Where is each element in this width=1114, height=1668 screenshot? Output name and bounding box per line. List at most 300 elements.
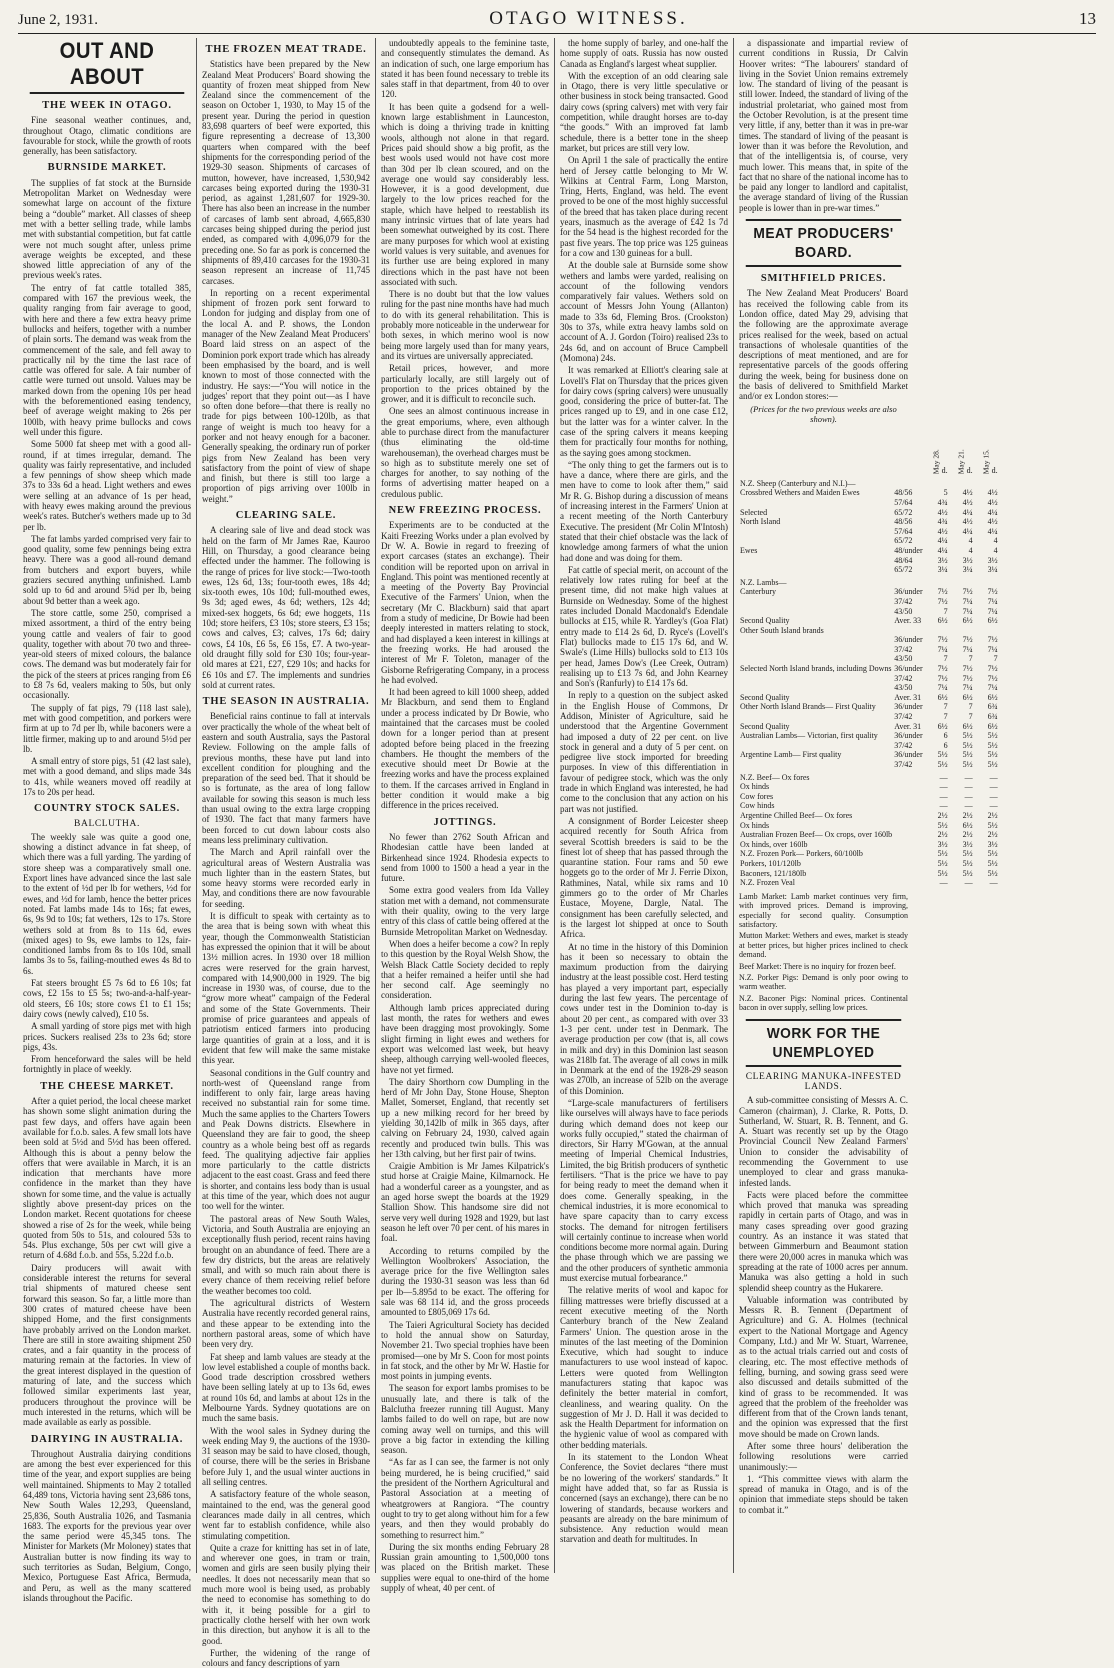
table-row	[739, 830, 999, 840]
row-label	[739, 536, 893, 546]
table-row	[739, 664, 999, 674]
section-banner-out-and-about: OUT AND ABOUT	[30, 38, 185, 94]
price-cell: 6½	[937, 721, 948, 731]
row-label	[739, 712, 893, 722]
paragraph: After a quiet period, the local cheese market has shown some slight animation during the past few days, and offers have again been available for f.o.b. sales. A few small lots have been sold at 5½d and 5½d has been offered. Although this is about a penny below the offers that were available in March, it is an indication that merchants have more confidence in the market than they have shown for some time, and the value is actually slightly above present-day prices on the London market. Recent quotations for cheese showed a rise of 2s for the week, while being quoted from 50s to 51s, and coloured 53s to 54s. Plus exchange, 50s per cwt will give a return of 4.68d f.o.b. and 55s, 5.22d f.o.b.	[23, 1096, 191, 1261]
row-grade: 37/42	[894, 760, 913, 770]
row-label: N.Z. Frozen Veal	[740, 878, 795, 888]
price-cell: 6	[943, 731, 948, 741]
price-cell	[974, 626, 999, 636]
column-header: May 21.	[956, 448, 966, 474]
table-row	[739, 517, 999, 527]
row-label: Ox hinds, over 160lb	[740, 839, 808, 849]
table-row	[739, 597, 999, 607]
price-cell	[974, 476, 999, 489]
paragraph: Seasonal conditions in the Gulf country and north-west of Queensland range from indifferent to only fair, large areas having received no substantial rain for some time. Much the same applies to the Charters Towers and Peak Downs districts. Elsewhere in Queensland they are fair to good, the sheep country as a whole being best off as regards feed. The qualitying adjective fair applies more particularly to the cattle districts adjacent to the east coast. Grass and feed there is shorter, and contains less body than is usual at this time of the year, which does not augur too well for the winter.	[202, 1067, 370, 1212]
price-cell: 7½	[962, 635, 973, 645]
price-cell: 6	[943, 740, 948, 750]
price-cell: 5	[943, 488, 948, 498]
price-cell: 7¼	[987, 683, 998, 693]
paragraph: Quite a craze for knitting has set in of late, and wherever one goes, in tram or train, women and girls are seen busily plying their needles. It does not necessarily mean that so much more wool is being used, as probably the need to economise has something to do with it, it being possible for a girl to practically clothe herself with her own work in this direction, but anyhow it is all to the good.	[202, 1542, 370, 1646]
price-cell: 4	[968, 536, 973, 546]
row-grade	[893, 801, 923, 811]
table-row	[739, 616, 999, 626]
row-label	[739, 527, 893, 537]
price-cell: 4¼	[987, 526, 998, 536]
row-grade: 48/under	[894, 545, 923, 555]
article-heading: THE CHEESE MARKET.	[40, 1080, 174, 1092]
row-grade	[893, 869, 923, 879]
paragraph: Some 5000 fat sheep met with a good all-round, if at times irregular, demand. The quality was fairly representative, and included a few pennings of show sheep which made 37s to 33s 6d a head. Light wethers and ewes were selling at an advance of 1s per head, with heavy ewes making around the previous week's rates. Butcher's wethers made up to 3d per lb.	[23, 439, 191, 532]
row-grade	[893, 849, 923, 859]
row-grade: 65/72	[894, 536, 913, 546]
table-row	[739, 654, 999, 664]
paragraph: The store cattle, some 250, comprised a mixed assortment, a third of the entry being young cattle and vealers of fair to good quality, together with about 70 two and three-year-old steers of mixed colours, the balance cows. The demand was but moderately fair for the pick of the steers at prices ranging from £6 to £8 7s 6d, vealers making to 50s, but only occasionally.	[23, 607, 191, 701]
row-label	[739, 498, 893, 508]
price-rows	[739, 476, 999, 888]
row-label: Second Quality	[740, 721, 790, 731]
paragraph: Valuable information was contributed by Messrs R. B. Tennent (Department of Agriculture) and G. A. Holmes (technical expert to the National Mortgage and Agency Company, Ltd.) and Mr W. Stuart, Warrenee, as to the actual trials carried out and costs of clearing, etc. The most effective methods of felling, burning, and sowing grass seed were also discussed and details submitted of the kind of grass to be recommended. It was agreed that the problem of the freeholder was different from that of the Crown lands tenant, and the opinion was expressed that the first move should be made on Crown lands.	[739, 1294, 908, 1439]
row-grade	[893, 782, 923, 792]
row-label: Argentine Lamb— First quality	[740, 750, 842, 760]
smithfield-prices-table	[739, 428, 999, 888]
table-row	[739, 607, 999, 617]
row-grade: 57/64	[894, 526, 913, 536]
row-grade	[893, 878, 923, 888]
row-grade: 36/under	[894, 587, 923, 597]
price-cell: 5½	[937, 750, 948, 760]
price-cell: 2½	[987, 810, 998, 820]
paragraph: It had been agreed to kill 1000 sheep, added Mr Blackburn, and send them to England under a process indicated by Dr Bowie, who maintained that the carcases must be cooled down for a longer period than at present adopted before being placed in the freezing chambers. He thought the members of the executive should meet Dr Bowie at the freezing works and have the process explained to them. If the carcases arrived in England in better condition it would make a big difference in the prices received.	[381, 687, 549, 811]
price-cell: 2½	[962, 810, 973, 820]
paragraph: At no time in the history of this Dominion has it been so necessary to obtain the maximum production from the dairying industry at the least possible cost. Herd testing has played a very important part, especially during the last few years. The percentage of cows under test in the Dominion to-day is about 20 per cent., as compared with over 33 1-3 per cent. under test in Denmark. The average production per cow (that is, all cows in milk and dry) in this Dominion last season was 218lb fat. The average of all cows in milk in Denmark at the end of the 1928-29 season was 270lb, an increase of 52lb on the average of this Dominion.	[560, 941, 728, 1096]
row-label: North Island	[740, 517, 781, 527]
price-cell: —	[964, 878, 973, 888]
paragraph: With the exception of an odd clearing sale in Otago, there is very little speculative or other business in stock being transacted. Good dairy cows (spring calvers) met with very fair competition, while draught horses are to-day “the goods.” With an improved fat lamb schedule, there is a better tone in the sheep market, but prices are still very low.	[560, 70, 728, 153]
paragraph: undoubtedly appeals to the feminine taste, and consequently stimulates the demand. As an indication of such, one large emporium has stated it has been found necessary to treble its sales staff in that department, from 40 to over 120.	[381, 38, 549, 100]
price-cell: 2½	[962, 830, 973, 840]
row-grade	[893, 626, 923, 636]
price-cell: 5½	[987, 858, 998, 868]
price-cell: —	[989, 782, 998, 792]
row-grade	[893, 830, 923, 840]
price-cell: 3¼	[987, 565, 998, 575]
masthead	[18, 8, 1096, 34]
article-heading: DAIRYING IN AUSTRALIA.	[30, 1433, 184, 1445]
price-cell: —	[964, 782, 973, 792]
table-row	[739, 587, 999, 597]
paragraph: The dairy Shorthorn cow Dumpling in the herd of Mr John Day, Stone House, Shepton Mallet, Somerset, England, that recently set up a new milking record for her breed by yielding 30,142lb of milk in 365 days, after calving on February 24, 1930, calved again recently and produced twin bulls. This was her 13th calving, but her first pair of twins.	[381, 1076, 549, 1159]
column-5	[734, 38, 998, 1573]
table-row	[739, 821, 999, 831]
row-label	[739, 607, 893, 617]
market-note: Beef Market: There is no inquiry for frozen beef.	[739, 961, 896, 971]
table-row	[739, 476, 999, 489]
price-cell: 7¼	[962, 683, 973, 693]
price-cell: 6½	[987, 616, 998, 626]
price-cell: 5½	[987, 760, 998, 770]
paragraph: In reply to a question on the subject asked in the English House of Commons, Dr Addison, Minister of Agriculture, said he understood that the Argentine Government had imposed a duty of 22 per cent. on live stock in general and a duty of 5 per cent. on pedigree live stock imported for breeding purposes. In view of this differentiation in favour of pedigree stock, which was the only trade in which England was interested, he had come to the conclusion that any action on his part was not justified.	[560, 690, 728, 814]
price-cell: 2½	[937, 830, 948, 840]
paragraph: Retail prices, however, and more particularly locally, are still largely out of proportion to the prices obtained by the grower, and it is difficult to reconcile such.	[381, 363, 549, 405]
section-banner-meat-producers-board: MEAT PRODUCERS' BOARD.	[746, 219, 901, 267]
table-row	[739, 859, 999, 869]
price-cell: 3½	[937, 555, 948, 565]
price-cell: —	[964, 772, 973, 782]
paragraph: 1. “This committee views with alarm the spread of manuka in Otago, and is of the opinion that immediate steps should be taken to combat it.”	[739, 1473, 908, 1515]
price-cell: 4½	[987, 497, 998, 507]
row-label: Ox hinds	[740, 782, 770, 792]
table-row	[739, 811, 999, 821]
price-cell: 4½	[962, 517, 973, 527]
paragraph: The agricultural districts of Western Australia have recently recorded general rains, and these appear to be extending into the northern pastoral areas, some of which have been very dry.	[202, 1298, 370, 1350]
row-label: N.Z. Frozen Pork— Porkers, 60/100lb	[740, 849, 863, 859]
row-grade	[893, 792, 923, 802]
row-label: Argentine Chilled Beef— Ox fores	[740, 810, 853, 820]
paragraph: The pastoral areas of New South Wales, Victoria, and South Australia are enjoying an exceptionally flush period, recent rains having brought on an abundance of feed. There are a few dry districts, but the areas are relatively small, and with so much rain about there is every chance of them receiving relief before the weather becomes too cold.	[202, 1213, 370, 1296]
paragraph: It has been quite a godsend for a well-known large establishment in Launceston, which is doing a thriving trade in knitting wools, although not alone in that regard. Prices paid should show a big profit, as the best wools used would not have cost more than 30d per lb clean scoured, and on the average one would say considerably less. However, it is a good development, due largely to the low prices reached for the staple, which have helped to reestablish its many intrinsic virtues that of late years had been somewhat outweighed by its cost. There are many purposes for which wool at existing world values is very suitable, and avenues for its further use are being explored in many directions which in the past have not been associated with such.	[381, 101, 549, 287]
table-row	[739, 635, 999, 645]
paragraph: The entry of fat cattle totalled 385, compared with 167 the previous week, the quality ranging from fair average to good, with here and there a few extra heavy prime bullocks and heifers, together with a number of plain sorts. The demand was weak from the commencement of the sale, and fell away to practically nil by the time the last race of cattle was offered for sale. A fair number of cattle were turned out unsold. Values may be marked down from the opening 10s per head with the beforementioned easing tendency, beef of average weight making to 26s per 100lb, with heavy prime bullocks and cows well under this figure.	[23, 282, 191, 437]
row-grade: Aver. 31	[894, 721, 922, 731]
price-cell: 5½	[962, 740, 973, 750]
price-cell: 6½	[937, 692, 948, 702]
article-heading: THE SEASON IN AUSTRALIA.	[202, 696, 370, 708]
price-cell: 7½	[937, 587, 948, 597]
table-row	[739, 508, 999, 518]
paragraph: Statistics have been prepared by the New Zealand Meat Producers' Board showing the quantity of frozen meat shipped from New Zealand since the commencement of the season on October 1, 1930, to May 15 of the present year. During the period in question 83,698 quarters of beef were exported, this figure representing a decrease of 13,300 quarters when compared with the beef shipments for the corresponding period of the 1929-30 season. Shipments of carcases of mutton, however, have increased, 1,530,942 carcases being exported during the 1930-31 period, as against 1,281,607 for 1929-30. There has also been an increase in the number of carcases of lamb sent abroad, 4,665,830 carcases being shipped during the period just ended, as compared with 4,096,079 for the preceding one. So far as pork is concerned the shipments of 89,410 carcases for the 1930-31 season represent an increase of 11,745 carcases.	[202, 59, 370, 286]
paragraph: A clearing sale of live and dead stock was held on the farm of Mr James Rae, Kauroo Hill, on Thursday, a good clearance being effected under the hammer. The following is the range of prices for live stock:—Two-tooth ewes, 12s 6d, 13s; four-tooth ewes, 18s 4d; six-tooth ewes, 10s 10d; full-mouthed ewes, 9s 3d; aged ewes, 4s 6d; wethers, 12s 4d; mixed-sex hoggets, 6s 6d; ewe hoggets, 11s 10d; store heifers, £3 10s; store steers, £3 15s; cows and calves, £3; calves, 17s 6d; dairy cows, £4 10s, £6 5s, £6 15s, £7. A two-year-old draught filly sold for £30 10s; four-year-old mares at £21, £27, £29 10s; and hacks for £6 10s and £7. The implements and sundries sold at current rates.	[202, 525, 370, 690]
price-cell: 4½	[937, 526, 948, 536]
price-cell: 4¼	[962, 526, 973, 536]
paragraph: Although lamb prices appreciated during last month, the rates for wethers and ewes have been dragging most provokingly. Some slight firming in light ewes and wethers for export was welcomed last week, but heavy sheep, although carrying well-wooled fleeces, have not yet firmed.	[381, 1002, 549, 1075]
price-cell: 5½	[962, 858, 973, 868]
paragraph: A small entry of store pigs, 51 (42 last sale), met with a good demand, and slips made 34s to 41s, while weaners moved off readily at 17s to 20s per head.	[23, 756, 191, 797]
row-grade: 36/under	[894, 702, 923, 712]
table-row	[739, 674, 999, 684]
price-cell: 6½	[937, 616, 948, 626]
paragraph: The Taieri Agricultural Society has decided to hold the annual show on Saturday, November 21. Two special trophies have been promised—one by Mr S. Coon for most points in fat stock, and the other by Mr W. Hastie for most points in jumping events.	[381, 1319, 549, 1382]
row-grade: 37/42	[894, 673, 913, 683]
paragraph: Beneficial rains continue to fall at intervals over practically the whole of the wheat belt of eastern and south Australia, says the Pastoral Review. Following on the ample falls of previous months, these have put land into excellent condition for ploughing and the preparation of the seed bed. That it should be so is fortunate, as the area of long fallow available for sowing this season is much less than usual owing to the extra large cropping of 1930. The fact that many farmers have been forced to cut down labour costs also means less preliminary cultivation.	[202, 711, 370, 845]
article-heading: JOTTINGS.	[433, 816, 497, 828]
price-cell: 3¼	[962, 565, 973, 575]
row-grade: 37/42	[894, 740, 913, 750]
paragraph: Some extra good vealers from Ida Valley station met with a demand, not commensurate with their quality, owing to the very large entry of this class of cattle being offered at the Burnside Metropolitan Market on Wednesday.	[381, 885, 549, 937]
row-grade	[893, 575, 923, 588]
row-label: Selected North Island brands, including Downs	[740, 664, 892, 674]
row-label	[739, 597, 893, 607]
price-cell: —	[939, 801, 948, 811]
unit-label: d.	[991, 466, 998, 476]
row-grade: 37/42	[894, 596, 913, 606]
price-cell: 4¼	[962, 507, 973, 517]
table-row	[739, 693, 999, 703]
price-cell: 7½	[987, 673, 998, 683]
price-cell: 3½	[987, 555, 998, 565]
price-cell: 5½	[937, 820, 948, 830]
row-grade	[893, 770, 923, 783]
price-cell: —	[939, 791, 948, 801]
row-grade	[893, 859, 923, 869]
price-cell: 7	[943, 606, 948, 616]
table-row	[739, 801, 999, 811]
table-row	[739, 683, 999, 693]
price-cell: 4¼	[987, 507, 998, 517]
paragraph: The relative merits of wool and kapoc for filling mattresses were briefly discussed at a recent executive meeting of the North Canterbury branch of the New Zealand Farmers' Union. The question arose in the minutes of the last meeting of the Dominion Executive, which had sought to induce manufacturers to use wool instead of kapoc. Letters were quoted from Wellington manufacturers stating that kapoc was definitely the better material in comfort, cleanliness, and wearing quality. On the suggestion of Mr J. D. Hall it was decided to ask the Health Department for information on the hygienic value of wool as compared with other bedding materials.	[560, 1285, 728, 1450]
row-label: Second Quality	[740, 616, 790, 626]
paragraph: a dispassionate and impartial review of current conditions in Russia, Dr Calvin Hoover writes: “The labourers' standard of living in the Soviet Union remains extremely low. The standard of living of the peasant is still lower. Indeed, the standard of living of the industrial proletariat, who gained most from the October Revolution, is at the present time very little, if any, better than it was in pre-war times. The standard of living of the peasant is lower than it was before the Revolution, and that of the intelligentsia is, of course, very much lower. This means that, in spite of the fact that no share of the national income has to be paid any longer to landlord and capitalist, the average standard of living of the Russian people is lower than in pre-war times.”	[739, 38, 908, 213]
price-cell: 7½	[987, 635, 998, 645]
table-row	[739, 565, 999, 575]
market-notes	[739, 892, 908, 1013]
price-cell: 7¼	[962, 644, 973, 654]
price-cell: 6½	[962, 820, 973, 830]
price-cell: —	[989, 791, 998, 801]
paragraph: Facts were placed before the committee which proved that manuka was spreading rapidly in certain parts of Otago, and was in many cases spreading over good grazing country. As an instance it was stated that between Gimmerburn and Beaumont station there were 20,000 acres in manuka which was spreading at the rate of 1000 acres per annum. Manuka was also getting a hold in such splendid sheep country as the Hukarere.	[739, 1189, 908, 1293]
paragraph: Fine seasonal weather continues, and, throughout Otago, climatic conditions are favourable for stock, while the growth of roots generally, has been satisfactory.	[23, 115, 191, 157]
table-row	[739, 849, 999, 859]
price-cell: 7	[968, 654, 973, 664]
column-3	[376, 38, 555, 1594]
price-cell: 4½	[962, 497, 973, 507]
table-row	[739, 712, 999, 722]
paragraph: A sub-committee consisting of Messrs A. C. Cameron (chairman), J. Clarke, R. Potts, D. Sutherland, W. Stuart, R. B. Tennent, and G. A. Stuart was recently set up by the Otago Provincial Council New Zealand Farmers' Union to consider the advisability of recommending the Government to use unemployed to clear and grass manuka-infested lands.	[739, 1095, 908, 1188]
paragraph: Fat cattle of special merit, on account of the relatively low rates ruling for beef at the present time, did not make high values at Burnside on Wednesday. Some of the highest rates included Donald Macdonald's Edendale bullocks at £15, while R. Yardley's (Goa Flat) entry made to £14 2s 6d, D. Ryce's (Lovell's Flat) bullocks made to £15 17s 6d, and W. Swale's (Lime Hills) bullocks sold to £13 10s per head, James Dow's (Lee Creek, Outram) realising up to £13 7s 6d, and John Kearney and Son's (Ranfurly) to £14 17s 6d.	[560, 564, 728, 689]
row-label: Cow hinds	[740, 801, 775, 811]
row-label: N.Z. Beef— Ox fores	[740, 772, 810, 782]
article-heading: SMITHFIELD PRICES.	[760, 273, 887, 285]
paragraph: Craigie Ambition is Mr James Kilpatrick's stud horse at Craigie Maine, Kilmarnock. He had a wonderful career as a youngster, and as an aged horse swept the boards at the 1929 Stallion Show. This handsome sire did not serve very well during 1928 and 1929, but last season he left over 70 per cent. of his mares in foal.	[381, 1161, 549, 1244]
columns	[18, 38, 1096, 1668]
newspaper-title: OTAGO WITNESS.	[489, 8, 688, 29]
price-cell: 4	[993, 545, 998, 555]
row-grade: 36/under	[894, 750, 923, 760]
price-cell: 7½	[987, 664, 998, 674]
row-label: Cow fores	[740, 791, 774, 801]
row-grade: Aver. 33	[894, 616, 922, 626]
price-cell: 6½	[962, 721, 973, 731]
sub-heading: BALCLUTHA.	[74, 818, 140, 829]
column-2	[197, 38, 376, 1668]
table-row	[739, 792, 999, 802]
paragraph: Throughout Australia dairying conditions are among the best ever experienced for this time of the year, and export supplies are being well maintained. Shipments to May 2 totalled 64,489 tons, Victoria having sent 23,686 tons, New South Wales 12,293, Queensland, 25,836, South Australia 1026, and Tasmania 1683. The exports for the previous year over the same period were 45,345 tons. The Minister for Markets (Mr Moloney) states that Australian butter is now finding its way to such territories as Sudan, Belgium, Congo, Mexico, Portuguese East Africa, Bermuda, and Peru, as well as the many scattered islands throughout the Pacific.	[23, 1448, 191, 1603]
price-cell: 3½	[962, 555, 973, 565]
article-heading: BURNSIDE MARKET.	[47, 162, 167, 174]
paragraph: One sees an almost continuous increase in the great emporiums, where, even although able to purchase direct from the manufacturer (thus eliminating the old-time warehouseman), the overhead charges must be so high as to substitute merely one set of charges for another, to say nothing of the forms of advertising matter heaped on a credulous public.	[381, 406, 549, 499]
row-label: Other North Island Brands— First Quality	[740, 702, 876, 712]
article-heading: THE WEEK IN OTAGO.	[42, 100, 172, 111]
table-row	[739, 575, 999, 588]
row-grade: 36/under	[894, 635, 923, 645]
price-cell: 5½	[987, 740, 998, 750]
paragraph: “Large-scale manufacturers of fertilisers like ourselves will always have to face periods during which demand does not keep our works fully occupied,” stated the chairman of directors, Sir Harry M'Gowan, at the annual meeting of Imperial Chemical Industries, Limited, the big British producers of synthetic fertilisers. “That is the price we have to pay for being ready to meet the demand when it does come. Generally speaking, in the chemical industries, it is more economical to have spare capacity than to carry excess stocks. The demand for nitrogen fertilisers will certainly continue to increase when world conditions become more normal again. During the phase through which we are passing we and the other producers of synthetic ammonia must exercise mutual forbearance.”	[560, 1097, 728, 1284]
price-cell: 7¼	[937, 683, 948, 693]
row-grade: 36/under	[894, 731, 923, 741]
price-cell: 6¾	[987, 712, 998, 722]
paragraph: “As far as I can see, the farmer is not only being murdered, he is being crucified,” said the president of the Northern Agricultural and Pastoral Association at a meeting of wheatgrowers at Rangiora. “The country ought to try to get along without him for a few years, and then they would probably do something to resurrect him.”	[381, 1457, 549, 1540]
row-grade: 57/64	[894, 497, 913, 507]
paragraph: A consignment of Border Leicester sheep acquired recently for South Africa from several Scottish breeders is said to be the finest lot of sheep that has passed through the quarantine station. Four rams and 50 ewe hoggets go to the order of Mr J. Ferrie Dixon, Rathmines, Natal, while six rams and 10 gimmers go to the order of Mr Charles Eustace, Moyene, Dargle, Natal. The consignment has been carefully selected, and is the largest lot shipped at once to South Africa.	[560, 815, 728, 940]
column-header: May 28.	[931, 448, 941, 474]
paragraph: In reporting on a recent experimental shipment of frozen pork sent forward to London for judging and display from one of the local A. and P. shows, the London manager of the New Zealand Meat Producers' Board laid stress on an aspect of the Dominion pork export trade which has already been emphasised by the board, and is well known to most of those connected with the industry. He says:—“You will notice in the judges' report that they point out—as I have so often done before—that there is really no trade for pigs between 100-120lb, as that range of weight is much too heavy for a porker and not heavy enough for a baconer. Generally speaking, the ordinary run of porker pigs from New Zealand has been very satisfactory from the point of view of shape and finish, but there is still too large a proportion of pigs arriving over 100lb in weight.”	[202, 287, 370, 504]
column-4	[555, 38, 734, 1573]
article-heading: NEW FREEZING PROCESS.	[388, 505, 542, 517]
price-cell: 5½	[987, 868, 998, 878]
paragraph: According to returns compiled by the Wellington Woolbrokers' Association, the average price for the five Wellington sales during the 1930-31 season was less than 6d per lb—5.895d to be exact. The offering for sale was 68 114 id, and the gross proceeds amounted to £805,069 17s 6d.	[381, 1245, 549, 1318]
price-cell: 5½	[962, 849, 973, 859]
price-cell: 7	[968, 702, 973, 712]
paragraph: In its statement to the London Wheat Conference, the Soviet declares “there must be no lowering of the workers' standards.” It might have added that, so far as Russia is concerned (says an exchange), there can be no lowering of standards, because workers and peasants are already on the bare minimum of subsistence. Any reduction would mean starvation and death for multitudes. In	[560, 1452, 728, 1545]
price-cell: 5½	[962, 760, 973, 770]
row-label: Canterbury	[740, 587, 776, 597]
paragraph: Dairy producers will await with considerable interest the returns for several trial shipments of matured cheese sent forward this season. So far, a little more than 300 crates of matured cheese have been shipped Home, and the first consignments have probably arrived on the London market. There are still in store awaiting shipment 250 crates, and a fair quantity in the process of maturing remain at the factories. In view of the great interest displayed in the question of maturing of late, and the success which followed similar experiments last year, producers throughout the province will be much interested in the returns, which will be made available as early as possible.	[23, 1262, 191, 1428]
table-row	[739, 488, 999, 498]
row-grade: 37/42	[894, 644, 913, 654]
price-cell: 4¾	[937, 497, 948, 507]
price-cell: 7½	[962, 587, 973, 597]
row-label: Australian Frozen Beef— Ox crops, over 160lb	[740, 830, 893, 840]
table-row	[739, 702, 999, 712]
price-cell: 4¾	[937, 517, 948, 527]
market-note: Mutton Market: Wethers and ewes, market is steady at better prices, but higher prices inclined to check demand.	[739, 931, 908, 960]
row-label	[739, 635, 893, 645]
paragraph: It is difficult to speak with certainty as to the area that is being sown with wheat this year, though the Commonwealth Statistician has expressed the opinion that it will be about 13½ million acres. In 1930 over 18 million acres were reserved for the grain harvest, compared with 14,900,000 in 1929. The big increase in 1930 was, of course, due to the “grow more wheat” campaign of the Federal and some of the State Governments. Their promise of price guarantees and appeals of patriotism enticed farmers into producing large quantities of grain at a loss, and it is evident that few will make the same mistake this year.	[202, 911, 370, 1066]
row-label	[739, 674, 893, 684]
price-cell: 7½	[937, 635, 948, 645]
price-cell: 4	[993, 536, 998, 546]
price-cell: 4½	[987, 517, 998, 527]
paragraph: Further, the widening of the range of colours and fancy descriptions of yarn	[202, 1647, 370, 1668]
table-row	[739, 760, 999, 770]
price-cell: —	[939, 772, 948, 782]
price-cell: 3½	[987, 839, 998, 849]
paragraph: At the double sale at Burnside some show wethers and lambs were yarded, realising on account of the following vendors comparatively fair values. Wethers sold on account of Messrs John Young (Allanton) made to 33s 6d, Fleming Bros. (Crookston) 30s to 37s, while extra heavy lambs sold on account of A. J. Gordon (Toiro) realised 23s to 24s 6d, and on account of Bruce Campbell (Momona) 24s.	[560, 260, 728, 363]
paragraph: The season for export lambs promises to be unusually late, and there is talk of the Balclutha freezer running till August. Many lambs failed to do well on rape, but are now coming away well on turnips, and this will prove a big factor in extending the killing season.	[381, 1383, 549, 1456]
paragraph: With the wool sales in Sydney during the week ending May 9, the auctions of the 1930-31 season may be said to have closed, though, of course, there will be the series in Brisbane before July 1, and the usual winter auctions in all selling centres.	[202, 1425, 370, 1488]
paragraph: The supply of fat pigs, 79 (118 last sale), met with good competition, and porkers were firm at up to 7d per lb, while baconers were a little firmer, making up to and around 5½d per lb.	[23, 702, 191, 754]
row-grade: 48/64	[894, 555, 913, 565]
paragraph: After some three hours' deliberation the following resolutions were carried unanimously:—	[739, 1441, 908, 1472]
table-row	[739, 536, 999, 546]
row-grade	[893, 821, 923, 831]
paragraph: On April 1 the sale of practically the entire herd of Jersey cattle belonging to Mr W. Wilkins at Central Farm, Long Marston, Tring, Herts, England, was held. The event proved to be one of the most highly successful of the breed that has taken place during recent years, inasmuch as the average of £42 1s 7d for the 54 head is the highest recorded for the past five years. The top price was 125 guineas for a cow and 130 guineas for a bull.	[560, 155, 728, 258]
row-grade: 37/42	[894, 712, 913, 722]
price-cell: 7¼	[987, 644, 998, 654]
row-label: Second Quality	[740, 692, 790, 702]
table-row	[739, 731, 999, 741]
price-cell: 5½	[937, 858, 948, 868]
price-cell: 5½	[987, 820, 998, 830]
table-row	[739, 722, 999, 732]
price-cell: 7½	[937, 596, 948, 606]
row-grade: 48/56	[894, 488, 913, 498]
market-note: N.Z. Porker Pigs: Demand is only poor owing to warm weather.	[739, 972, 908, 992]
paragraph: Fat sheep and lamb values are steady at the low level established a couple of months back. Good trade description crossbred wethers have been selling lately at up to 13s 6d, ewes at round 10s 6d, and lambs at about 12s in the Melbourne Yards. Sydney quotations are on much the same basis.	[202, 1351, 370, 1424]
row-label	[739, 556, 893, 566]
market-note: Lamb Market: Lamb market continues very firm, with improved prices. Demand is improving, especially for second quality. Consumption satisfactory.	[739, 891, 908, 929]
row-label	[739, 565, 893, 575]
price-cell: 4	[968, 545, 973, 555]
row-grade: 65/72	[894, 565, 913, 575]
row-grade: 43/50	[894, 683, 913, 693]
unit-label: d.	[941, 466, 948, 476]
row-label: Baconers, 121/180lb	[740, 868, 807, 878]
price-cell: 7½	[962, 673, 973, 683]
price-cell: —	[939, 782, 948, 792]
row-grade: 48/56	[894, 517, 913, 527]
row-grade: 65/72	[894, 507, 913, 517]
paragraph: During the six months ending February 28 Russian grain amounting to 1,500,000 tons was placed on the British market. These supplies were equal to one-third of the home supply of wheat, 40 per cent. of	[381, 1541, 549, 1594]
price-cell: 6¾	[987, 702, 998, 712]
row-label: N.Z. Sheep (Canterbury and N.I.)—	[740, 478, 856, 488]
price-cell: 5½	[937, 760, 948, 770]
price-cell: 7	[993, 654, 998, 664]
table-header-row	[739, 428, 999, 466]
table-row	[739, 840, 999, 850]
row-label	[739, 645, 893, 655]
paragraph: When does a heifer become a cow? In reply to this question by the Royal Welsh Show, the Welsh Black Cattle Society decided to reply that a heifer remained a heifer until she had her second calf. Age seemingly no consideration.	[381, 938, 549, 1001]
paragraph: The March and April rainfall over the agricultural areas of Western Australia was much lighter than in the eastern States, but some heavy storms were recorded early in May, and conditions there are now favourable for seeding.	[202, 847, 370, 909]
row-label	[739, 741, 893, 751]
row-label: Selected	[740, 507, 768, 517]
price-cell	[974, 575, 999, 588]
paragraph: “The only thing to get the farmers out is to have a dance, where there are girls, and the men have to come to look after them,” said Mr R. G. Bishop during a discussion of means of increasing interest in the Farmers' Union at a recent meeting of the North Canterbury Executive. The president (Mr Colin M'Intosh) stated that their chief obstacle was the lack of knowledge among farmers of what the union had done and was doing for them.	[560, 459, 728, 563]
paragraph: The weekly sale was quite a good one, showing a distinct advance in fat sheep, of which there was a full yarding. The yarding of store sheep was a comparatively small one. Export lines have advanced since the last sale to the extent of ½d per lb for wethers, ½d for ewes, and ½d for lamb, hence the better prices noted. Fat lambs made 14s to 16s; fat ewes, 6s, 9s 9d to 10s; fat wethers, 12s to 17s. Store wethers sold at from 8s to 11s 6d, ewes (mixed ages) to 9s, ewe lambs to 12s, fair-conditioned lambs from 8s to 10s 10d, small lambs 3s to 5s, failing-mouthed ewes 4s 8d to 6s.	[23, 831, 191, 976]
price-cell: 4¼	[937, 536, 948, 546]
price-cell: 3½	[962, 839, 973, 849]
price-cell: 7	[943, 654, 948, 664]
price-cell	[949, 575, 974, 588]
paragraph: It was remarked at Elliott's clearing sale at Lovell's Flat on Thursday that the prices given for dairy cows (spring calvers) were unusually good, considering the price of butter-fat. The prices ranged up to £9, and in one case £12, but the latter was for a winter calver. In the case of the spring calvers it means keeping them for practically four months for nothing, as the saying goes among stockmen.	[560, 365, 728, 458]
page-number: 13	[1078, 9, 1096, 28]
column-header: May 15.	[981, 448, 991, 474]
table-row	[739, 741, 999, 751]
price-cell: 5½	[937, 868, 948, 878]
row-grade: 43/50	[894, 654, 913, 664]
table-row	[739, 878, 999, 888]
article-heading: COUNTRY STOCK SALES.	[33, 803, 181, 815]
paragraph: A small yarding of store pigs met with high prices. Suckers realised 23s to 23s 6d; store pigs, 43s.	[23, 1021, 191, 1052]
row-grade	[893, 476, 923, 489]
price-cell: 2½	[987, 830, 998, 840]
row-label: Ewes	[740, 545, 758, 555]
section-banner-work-for-unemployed: WORK FOR THE UNEMPLOYED	[746, 1019, 901, 1067]
price-cell: 7	[968, 712, 973, 722]
table-row	[739, 626, 999, 636]
paragraph: From henceforward the sales will be held fortnightly in place of weekly.	[23, 1054, 191, 1075]
row-label: Porkers, 101/120lb	[740, 858, 801, 868]
table-row	[739, 645, 999, 655]
market-note: N.Z. Baconer Pigs: Nominal prices. Continental bacon in over supply, selling low prices.	[739, 993, 908, 1013]
price-cell: 5½	[987, 750, 998, 760]
price-cell: 3½	[937, 839, 948, 849]
row-label: Crossbred Wethers and Maiden Ewes	[740, 488, 860, 498]
article-heading: THE FROZEN MEAT TRADE.	[205, 44, 367, 55]
table-row	[739, 546, 999, 556]
price-cell	[924, 476, 949, 489]
prices-note: (Prices for the two previous weeks are also shown).	[750, 403, 897, 424]
column-1	[18, 38, 197, 1603]
price-cell: —	[989, 772, 998, 782]
price-cell	[949, 476, 974, 489]
issue-date: June 2, 1931.	[18, 12, 98, 28]
table-row	[739, 527, 999, 537]
price-cell: —	[989, 878, 998, 888]
price-cell	[924, 575, 949, 588]
price-cell: 6½	[987, 692, 998, 702]
row-label: Ox hinds	[740, 820, 770, 830]
